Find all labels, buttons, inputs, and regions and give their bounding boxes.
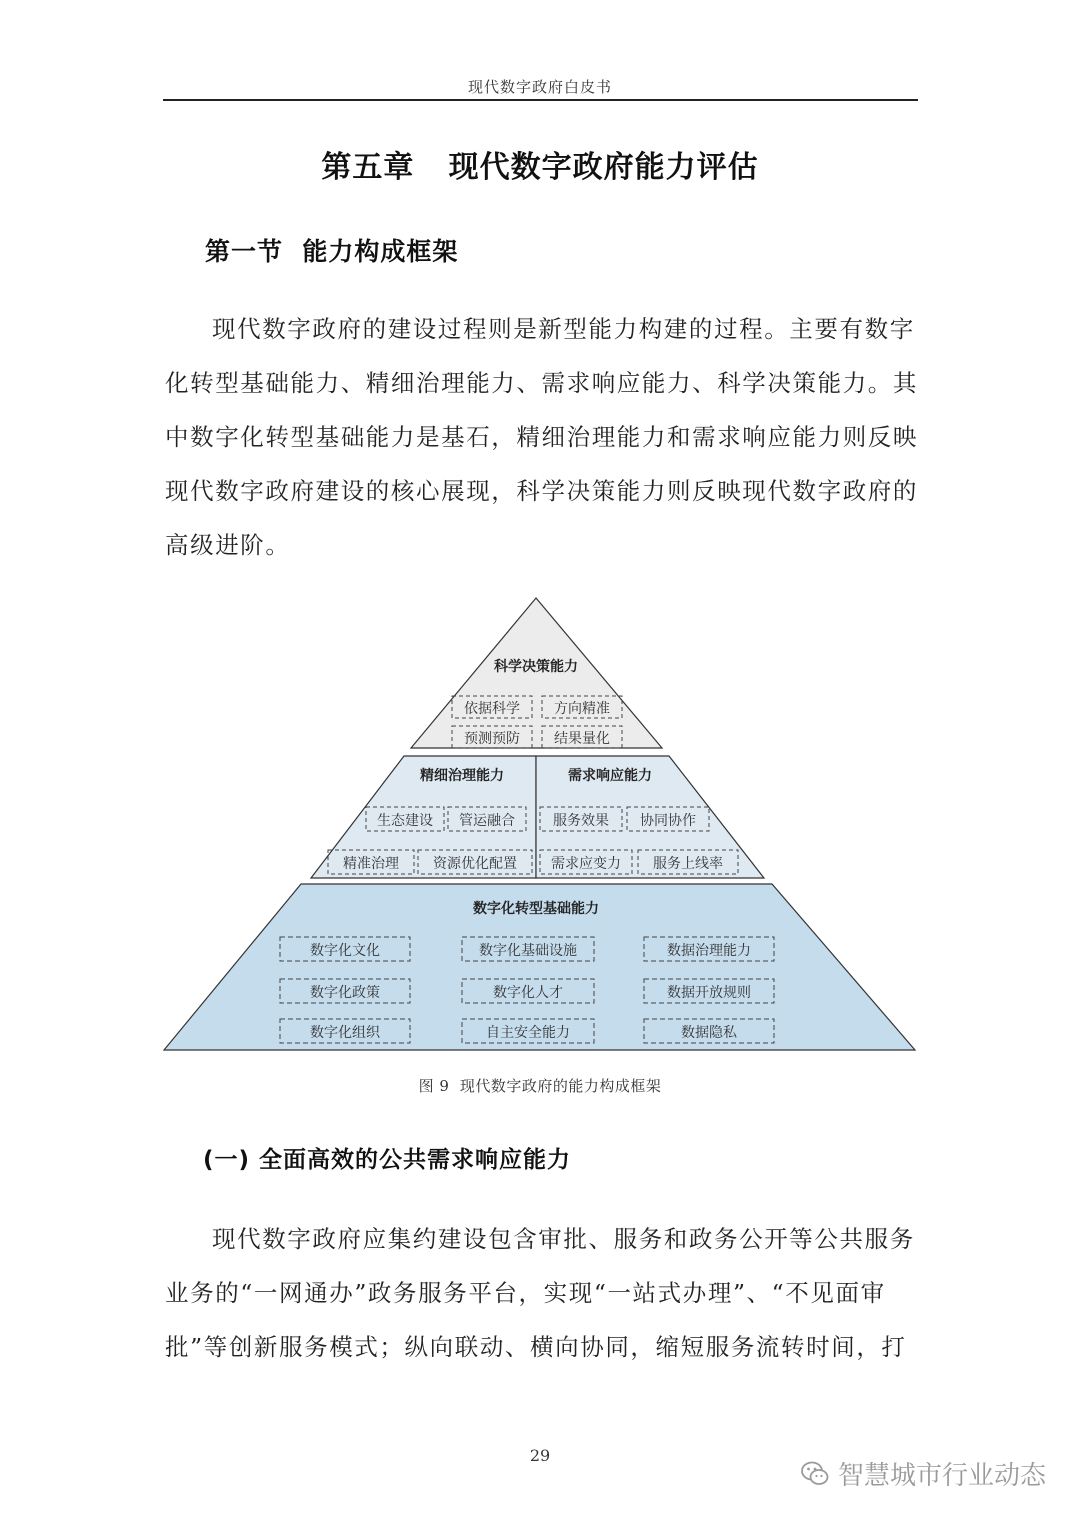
watermark	[800, 1455, 1046, 1492]
paragraph-line: 业务的“一网通办”政务服务平台，实现“一站式办理”、“不见面审	[165, 1279, 886, 1307]
item-label: 数据隐私	[681, 1025, 737, 1041]
bottom-tier-title: 数字化转型基础能力	[473, 901, 599, 917]
item-label: 生态建设	[377, 813, 433, 829]
section-title: 第一节 能力构成框架	[205, 237, 459, 266]
watermark-text: 智慧城市行业动态	[837, 1461, 1046, 1491]
item-label: 需求应变力	[551, 856, 621, 872]
top-tier-title: 科学决策能力	[494, 659, 578, 675]
chapter-title: 第五章 现代数字政府能力评估	[321, 150, 759, 185]
item-label: 精准治理	[343, 856, 399, 872]
item-label: 资源优化配置	[433, 856, 517, 872]
capability-pyramid-diagram	[160, 592, 920, 1062]
figure-caption: 图 9 现代数字政府的能力构成框架	[418, 1077, 662, 1095]
header-rule	[163, 99, 918, 101]
body-paragraph-1	[165, 302, 917, 572]
paragraph-line: 现代数字政府应集约建设包含审批、服务和政务公开等公共服务	[212, 1225, 915, 1253]
item-label: 数字化基础设施	[479, 943, 577, 959]
paragraph-line: 化转型基础能力、精细治理能力、需求响应能力、科学决策能力。其	[165, 369, 918, 397]
body-paragraph-2	[165, 1212, 917, 1374]
paragraph-line: 现代数字政府的建设过程则是新型能力构建的过程。主要有数字	[212, 315, 915, 343]
middle-right-tier-title: 需求响应能力	[568, 768, 652, 784]
wechat-icon	[800, 1459, 830, 1489]
item-label: 数字化文化	[310, 943, 380, 959]
item-label: 结果量化	[554, 731, 610, 747]
item-label: 数据治理能力	[667, 943, 751, 959]
running-header: 现代数字政府白皮书	[467, 78, 612, 96]
item-label: 依据科学	[464, 701, 520, 717]
subsection-title: (一) 全面高效的公共需求响应能力	[203, 1147, 572, 1173]
item-label: 协同协作	[640, 813, 696, 829]
item-label: 数字化人才	[493, 985, 563, 1001]
paragraph-line: 高级进阶。	[165, 531, 291, 559]
item-label: 数据开放规则	[667, 985, 751, 1001]
bottom-tier-items	[280, 937, 774, 1043]
item-label: 数字化组织	[310, 1025, 380, 1041]
item-label: 服务上线率	[653, 856, 723, 872]
page-number: 29	[529, 1446, 551, 1465]
paragraph-line: 批”等创新服务模式；纵向联动、横向协同，缩短服务流转时间，打	[165, 1333, 907, 1361]
item-label: 数字化政策	[310, 985, 380, 1001]
item-label: 服务效果	[553, 813, 609, 829]
middle-left-tier-title: 精细治理能力	[420, 768, 504, 784]
paragraph-line: 中数字化转型基础能力是基石，精细治理能力和需求响应能力则反映	[165, 423, 918, 451]
paragraph-line: 现代数字政府建设的核心展现，科学决策能力则反映现代数字政府的	[165, 477, 918, 505]
item-label: 预测预防	[464, 731, 520, 747]
item-label: 管运融合	[459, 813, 515, 829]
item-label: 方向精准	[554, 701, 610, 717]
item-label: 自主安全能力	[486, 1025, 570, 1041]
